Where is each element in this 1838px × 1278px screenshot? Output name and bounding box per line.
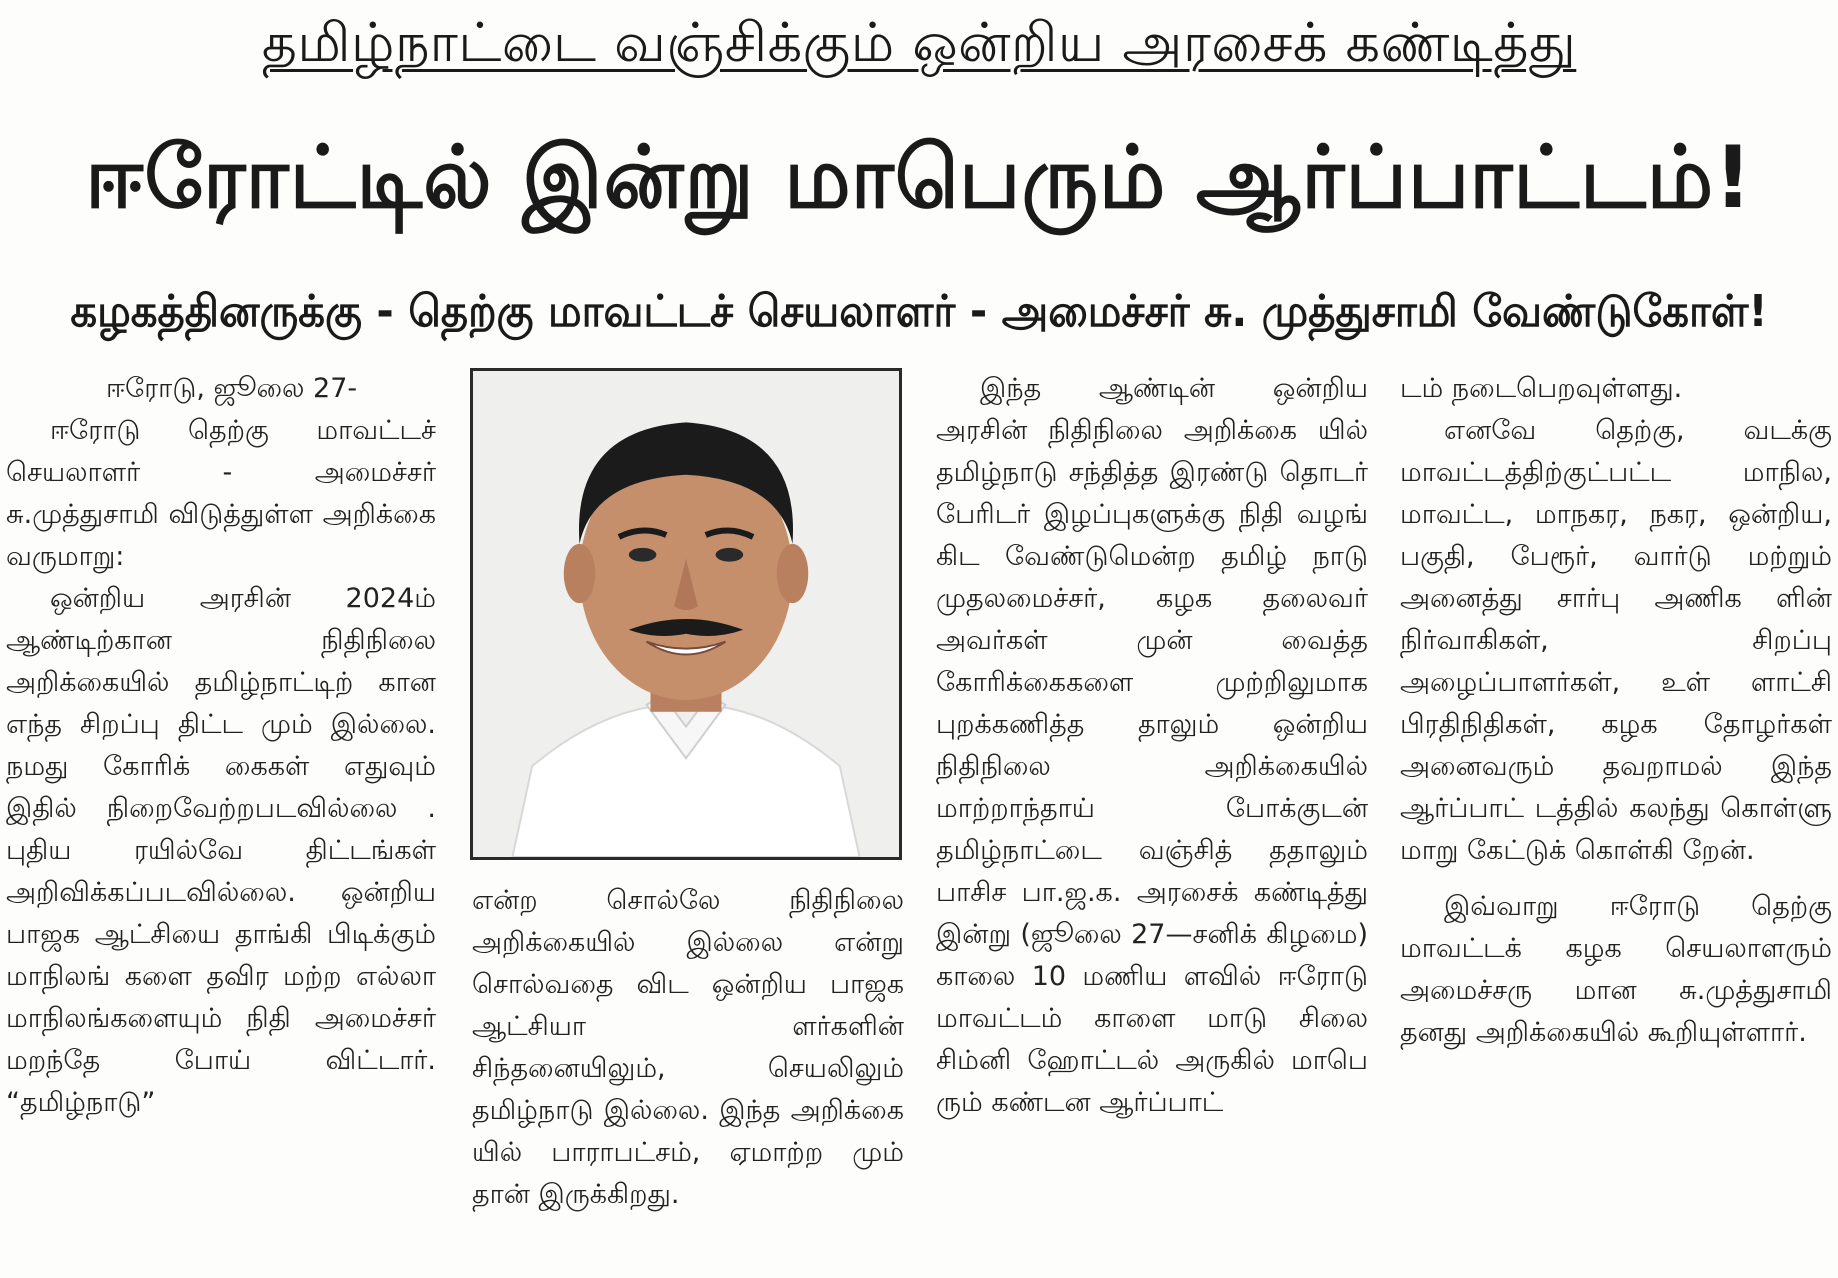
article-column-2: [472, 880, 904, 1216]
paragraph: ஈரோடு தெற்கு மாவட்டச் செயலாளர் - அமைச்சர் சு.முத்துசாமி விடுத்துள்ள அறிக்கை வருமாறு:: [6, 415, 436, 572]
right-eye: [716, 548, 744, 562]
article-column-1: [6, 368, 436, 1124]
dateline: ஈரோடு, ஜூலை 27-: [106, 373, 358, 404]
article-column-4: [1400, 368, 1832, 1054]
paragraph: ஒன்றிய அரசின் 2024ம் ஆண்டிற்கான நிதிநிலை அறிக்கையில் தமிழ்நாட்டிற் கான எந்த சிறப்பு திட்ட மும் இல்லை. நமது கோரிக் கைகள் எதுவும் இதில் நிறைவேற்றபடவில்லை . புதிய ரயில்வே திட்டங்கள் அறிவிக்கப்படவில்லை. ஒன்றிய பாஜக ஆட்சியை தாங்கி பிடிக்கும் மாநிலங் களை தவிர மற்ற எல்லா மாநிலங்களையும் நிதி அமைச்சர் மறந்தே போய் விட்டார். “தமிழ்நாடு”: [6, 583, 436, 1118]
paragraph: டம் நடைபெறவுள்ளது.: [1400, 373, 1683, 404]
right-ear: [777, 544, 809, 603]
kicker-headline: தமிழ்நாட்டை வஞ்சிக்கும் ஒன்றிய அரசைக் கண்டித்து: [261, 11, 1577, 74]
kicker-wrap: [0, 8, 1838, 78]
left-ear: [564, 544, 596, 603]
left-eye: [629, 548, 657, 562]
subheadline: கழகத்தினருக்கு - தெற்கு மாவட்டச் செயலாளர் - அமைச்சர் சு. முத்துசாமி வேண்டுகோள்!: [70, 286, 1768, 337]
main-headline: ஈரோட்டில் இன்று மாபெரும் ஆர்ப்பாட்டம்!: [85, 128, 1753, 228]
paragraph: எனவே தெற்கு, வடக்கு மாவட்டத்திற்குட்பட்ட மாநில, மாவட்ட, மாநகர, நகர, ஒன்றிய, பகுதி, பேரூர், வார்டு மற்றும் அனைத்து சார்பு அணிக ளின் நிர்வாகிகள், சிறப்பு அழைப்பாளர்கள், உள் ளாட்சி பிரதிநிதிகள், கழக தோழர்கள் அனைவரும் தவறாமல் இந்த ஆர்ப்பாட் டத்தில் கலந்து கொள்ளு மாறு கேட்டுக் கொள்கி றேன்.: [1400, 415, 1832, 866]
portrait-icon: [473, 371, 899, 857]
article-column-3: [936, 368, 1368, 1124]
paragraph: என்ற சொல்லே நிதிநிலை அறிக்கையில் இல்லை என்று சொல்வதை விட ஒன்றிய பாஜக ஆட்சியா ளர்களின் சிந்தனையிலும், செயலிலும் தமிழ்நாடு இல்லை. இந்த அறிக்கை யில் பாராபட்சம், ஏமாற்ற மும் தான் இருக்கிறது.: [472, 885, 904, 1210]
portrait-photo: [470, 368, 902, 860]
paragraph: இவ்வாறு ஈரோடு தெற்கு மாவட்டக் கழக செயலாளரும் அமைச்சரு மான சு.முத்துசாமி தனது அறிக்கையில் கூறியுள்ளார்.: [1400, 891, 1832, 1048]
paragraph: இந்த ஆண்டின் ஒன்றிய அரசின் நிதிநிலை அறிக்கை யில் தமிழ்நாடு சந்தித்த இரண்டு தொடர் பேரிடர் இழப்புகளுக்கு நிதி வழங் கிட வேண்டுமென்ற தமிழ் நாடு முதலமைச்சர், கழக தலைவர் அவர்கள் முன் வைத்த கோரிக்கைகளை முற்றிலுமாக புறக்கணித்த தாலும் ஒன்றிய நிதிநிலை அறிக்கையில் மாற்றாந்தாய் போக்குடன் தமிழ்நாட்டை வஞ்சித் ததாலும் பாசிச பா.ஜ.க. அரசைக் கண்டித்து இன்று (ஜூலை 27—சனிக் கிழமை) காலை 10 மணிய ளவில் ஈரோடு மாவட்டம் காளை மாடு சிலை சிம்னி ஹோட்டல் அருகில் மாபெ ரும் கண்டன ஆர்ப்பாட்: [936, 373, 1368, 1118]
